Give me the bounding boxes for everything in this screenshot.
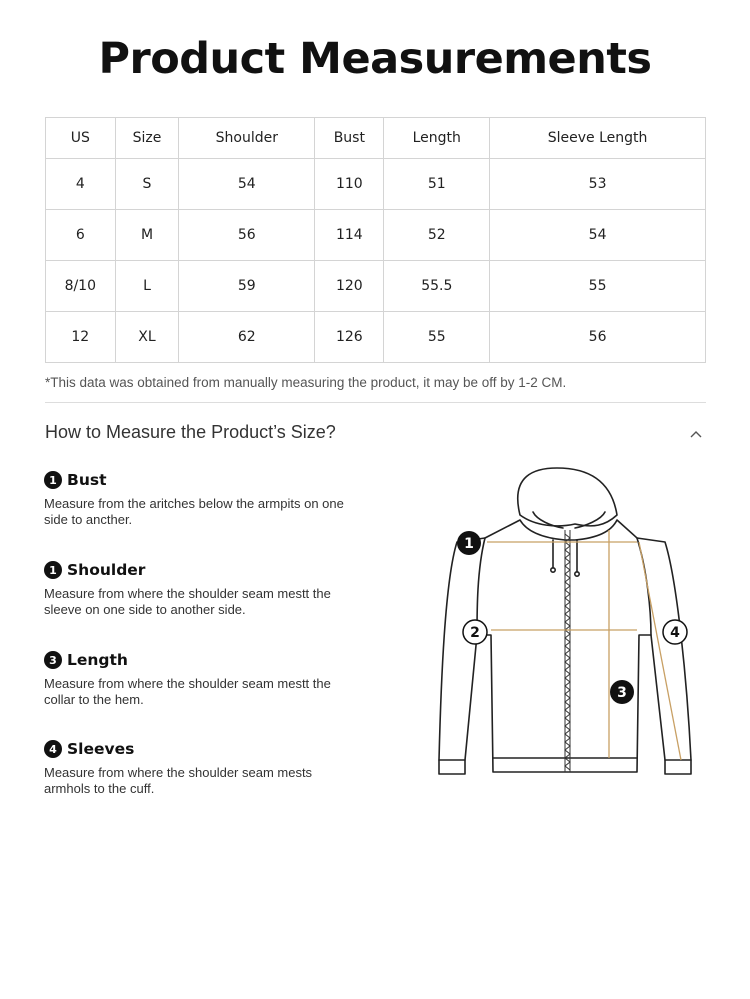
hoodie-diagram	[425, 460, 725, 790]
table-header-cell: US	[46, 118, 116, 159]
table-row	[46, 210, 706, 261]
table-cell: 54	[490, 210, 706, 261]
size-table	[45, 117, 706, 363]
marker-2	[463, 620, 487, 644]
page-title: Product Measurements	[98, 34, 652, 84]
table-cell: 120	[315, 261, 384, 312]
table-cell: 12	[46, 312, 116, 363]
instruction-label: Sleeves	[67, 740, 135, 758]
cuff-left	[439, 760, 465, 774]
sleeve-line	[639, 542, 681, 760]
table-row	[46, 312, 706, 363]
table-header-cell: Length	[384, 118, 490, 159]
table-cell: XL	[115, 312, 179, 363]
table-header-row	[46, 118, 706, 159]
instruction-heading	[44, 471, 364, 489]
table-cell: 51	[384, 159, 490, 210]
instruction-label: Length	[67, 651, 128, 669]
instruction-description: Measure from where the shoulder seam mests armhols to the cuff.	[44, 765, 313, 796]
instruction-label: Shoulder	[67, 561, 146, 579]
table-cell: 53	[490, 159, 706, 210]
table-cell: 62	[179, 312, 315, 363]
table-cell: 52	[384, 210, 490, 261]
table-cell: 56	[490, 312, 706, 363]
table-cell: 110	[315, 159, 384, 210]
instruction-label: Bust	[67, 471, 107, 489]
marker-label: 1	[464, 536, 474, 552]
table-cell: 55.5	[384, 261, 490, 312]
marker-3	[610, 680, 634, 704]
instruction-bust	[44, 471, 364, 528]
table-header-cell: Shoulder	[179, 118, 315, 159]
drawstring-tip	[575, 572, 579, 576]
zipper	[565, 530, 570, 772]
marker-4	[663, 620, 687, 644]
table-cell: 55	[384, 312, 490, 363]
table-header-cell: Bust	[315, 118, 384, 159]
instruction-description: Measure from where the shoulder seam mestt the collar to the hem.	[44, 676, 331, 707]
table-row	[46, 261, 706, 312]
table-cell: S	[115, 159, 179, 210]
instruction-sleeves	[44, 740, 364, 797]
marker-label: 2	[470, 625, 480, 641]
table-cell: 54	[179, 159, 315, 210]
table-header-cell: Sleeve Length	[490, 118, 706, 159]
instruction-description: Measure from where the shoulder seam mestt the sleeve on one side to another side.	[44, 586, 331, 617]
table-row	[46, 159, 706, 210]
number-badge: 3	[44, 651, 62, 669]
instruction-length	[44, 651, 364, 708]
how-to-measure-heading: How to Measure the Product’s Size?	[45, 422, 336, 442]
table-header-cell: Size	[115, 118, 179, 159]
table-cell: 55	[490, 261, 706, 312]
number-badge: 1	[44, 471, 62, 489]
marker-label: 3	[617, 685, 627, 701]
number-badge: 4	[44, 740, 62, 758]
instruction-heading	[44, 740, 364, 758]
hood-outline	[518, 468, 617, 526]
table-cell: M	[115, 210, 179, 261]
instruction-shoulder	[44, 561, 364, 618]
cuff-right	[665, 760, 691, 774]
table-cell: 8/10	[46, 261, 116, 312]
table-cell: L	[115, 261, 179, 312]
instruction-description: Measure from the aritches below the armpits on one side to ancther.	[44, 496, 344, 527]
marker-1	[457, 531, 481, 555]
marker-label: 4	[670, 625, 680, 641]
sleeve-seam-right	[637, 538, 651, 635]
chevron-up-icon[interactable]	[688, 427, 704, 441]
instruction-heading	[44, 651, 364, 669]
table-cell: 126	[315, 312, 384, 363]
section-divider	[45, 402, 706, 403]
table-cell: 6	[46, 210, 116, 261]
measurement-note: *This data was obtained from manually measuring the product, it may be off by 1-2 CM.	[45, 375, 567, 390]
drawstring-tip	[551, 568, 555, 572]
table-cell: 4	[46, 159, 116, 210]
table-cell: 114	[315, 210, 384, 261]
table-cell: 56	[179, 210, 315, 261]
table-cell: 59	[179, 261, 315, 312]
number-badge: 1	[44, 561, 62, 579]
instruction-heading	[44, 561, 364, 579]
